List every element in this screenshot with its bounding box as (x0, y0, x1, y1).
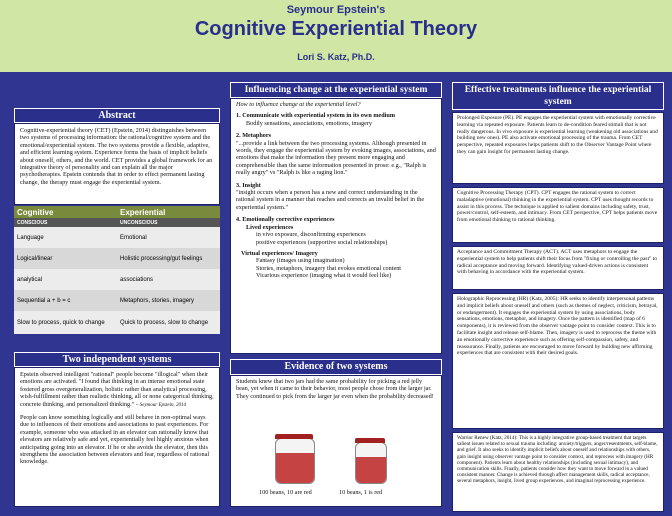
abstract-text: Cognitive-experiential theory (CET) (Epstein, 2014) distinguishes between two systems of processing information: the rational/cognitive system and the emotional/experiential system. The two systems provide a flexible, adaptive, and efficient learning system. Experience forms the basis of implicit beliefs about oneself, others, and the world. CET provides a global framework for an integrative theory of personality and can explain all the major psychotherapies. Epstein contends that in order to effect permanent lasting change, the therapy must engage the experiential system. (20, 127, 213, 186)
comparison-cell: Language (17, 234, 44, 241)
treatment-act-box (452, 246, 664, 290)
treatment-wr-text: Warrior Renew (Katz, 2014): This is a highly integrative group-based treatment that targets salient issues related to sexual trauma including: anxiety/triggers, anger/resentments, self-blame, and grief. It also seeks to identify implicit beliefs about oneself and relationships with others, gain insight using observer vantage point to consider context, and reprocess with imagery (HR component). Patients learn about healthy relationships (including sexual intimacy), and communication skills. Finally, patients consider how they want to move forward in a valued consistent manner. Change is achieved through affect management skills, radical acceptance, several metaphors, insight, lived group experiences, and imaginal reprocessing experience. (457, 435, 658, 485)
influencing-heading (230, 82, 442, 98)
comparison-head-right: Experiential (120, 207, 166, 217)
comparison-cell: Sequential a + b = c (17, 297, 71, 304)
comparison-cell: associations (120, 276, 154, 283)
influencing-step2-title: 2. Metaphors (236, 132, 272, 140)
treatment-pe-text: Prolonged Exposure (PE). PE engages the experiential system with emotionally corrective learning via repeated exposure. Patients learn to de-condition feared stimuli that is not really dangerous. In vivo exposure is experiential learning (weakening old associations and building new ones). PE also activate emotional processing of the trauma. From CET perspective, repeated exposures helps patients shift to the Observer Vantage Point where they can gain insight for permanent lasting change. (457, 115, 658, 155)
comparison-cell: Holistic processing/gut feelings (120, 255, 203, 262)
influencing-virtual-title: Virtual experiences/ Imagery (241, 249, 318, 257)
comparison-cell: Logical/linear (17, 255, 53, 262)
poster-subtitle: Seymour Epstein's (286, 4, 386, 16)
small-jar-image (355, 442, 387, 484)
jar2-caption: 10 beans, 1 is red (339, 489, 383, 496)
two-systems-heading (14, 352, 220, 367)
influencing-lived-title: Lived experiences (246, 223, 294, 231)
comparison-sub-left: CONSCIOUS (17, 219, 48, 226)
influencing-step3-body: "insight occurs when a person has a new and correct understanding in the rational system in a manner that reaches and corrects an invalid belief in the experiential system." (236, 189, 425, 211)
poster-author: Lori S. Katz, Ph.D. (297, 52, 375, 62)
influencing-virtual-d: Stories, metaphors, imagery that evokes emotional content (256, 264, 402, 272)
comparison-row (14, 290, 220, 311)
treatment-hr-box (452, 293, 664, 429)
treatment-cpt-text: Cognitive Processing Therapy (CPT). CPT engages the rational system to correct maladaptive (emotional) thinking in the experiential system. CPT uses thought records to assist in this process. The technique is applied to salient domains including safety, trust, power/control, self-esteem, and intimacy. From CET perspective, CPT helps patients move from emotional thinking to rational thinking. (457, 190, 658, 224)
influencing-step2-body: "...provide a link between the two processing systems. Although presented in words, they engage the experiential system by evoking images, associations, and emotions that make the information they present more engaging and comprehensible than the same information presented in prose: e.g., "Ralph is really angry" vs "Ralph is like a raging lion." (236, 139, 436, 177)
comparison-table (14, 206, 220, 334)
comparison-row (14, 311, 220, 334)
treatment-hr-text: Holographic Reprocessing (HR) (Katz, 2005): HR seeks to identify interpersonal patterns and implicit beliefs about oneself and others (such as themes of neglect, criticism, betrayal, or endangerment). It engages the experiential system by using associations, body sensations, emotions, metaphor, and imagery. Once the pattern is identified (map of 6 components), it is reviewed from the observer vantage point to consider context. This is to facilitate insight and release self-blame. Then, imagery is used to reprocess the theme with an emotionally corrective experience such as offering self-compassion, safety, and reassurance. Finally, patients are encouraged to move forward by building new affirming experiences that are consistent with their desired goals. (457, 296, 658, 357)
treatment-act-text: Acceptance and Commitment Therapy (ACT). ACT uses metaphors to engage the experiential system to help patients shift their focus from "fixing or controlling the past" to radical acceptance and moving forward. Identifying valued-driven actions is consistent with behaving in accordance with the experiential system. (457, 249, 658, 276)
poster-header (0, 0, 672, 72)
influencing-step4-title: 4. Emotionally corrective experiences (236, 216, 335, 224)
influencing-heading-text: Influencing change at the experiential system (244, 85, 428, 95)
evidence-heading (230, 359, 442, 375)
influencing-box (230, 98, 442, 354)
treatments-heading (452, 82, 664, 110)
treatment-pe-box (452, 112, 664, 184)
abstract-box (14, 123, 220, 205)
comparison-row (14, 227, 220, 248)
abstract-heading (14, 108, 220, 123)
comparison-cell: analytical (17, 276, 43, 283)
large-jar-image (275, 438, 315, 484)
poster-title: Cognitive Experiential Theory (194, 18, 478, 40)
influencing-virtual-c: Fantasy (images using imagination) (256, 257, 345, 265)
two-systems-cite: ~ Seymour Epstein, 2014 (135, 402, 186, 408)
treatment-wr-box (452, 432, 664, 512)
influencing-question: How to influence change at the experiential level? (236, 101, 361, 108)
two-systems-p2: People can know something logically and still behave in non-optimal ways due to influences of their emotions and associations to past experiences. For example, someone who was attacked in an elevator can rationally know that elevators are relatively safe and yet, experientially feel highly anxious when anticipating going into an elevator. If he or she avoids the elevator, then this strengthens the association between elevators and fear, regardless of rational knowledge. (20, 414, 210, 466)
comparison-row (14, 269, 220, 290)
comparison-cell: Slow to process, quick to change (17, 319, 105, 326)
influencing-lived-b: positive experiences (supportive social relationships) (256, 238, 388, 246)
comparison-row (14, 248, 220, 269)
abstract-heading-text: Abstract (98, 110, 136, 121)
influencing-step1-title: 1. Communicate with experiential system in its own medium (236, 112, 395, 120)
comparison-cell: Emotional (120, 234, 147, 241)
evidence-text: Students knew that two jars had the same probability for picking a red jelly bean, yet when it came to their behavior, most people chose from the larger jar. They continued to pick from the larger jar even when the probability decreased! (236, 378, 434, 400)
two-systems-box (14, 367, 220, 507)
treatment-cpt-box (452, 187, 664, 243)
treatments-heading-text: Effective treatments influence the experiential system (464, 85, 652, 107)
comparison-sub-right: UNCONSCIOUS (120, 219, 158, 226)
comparison-cell: Metaphors, stories, imagery (120, 297, 195, 304)
two-systems-heading-text: Two independent systems (62, 354, 172, 365)
influencing-lived-a: in vivo exposure, disconfirming experiences (256, 231, 366, 239)
comparison-cell: Quick to process, slow to change (120, 319, 209, 326)
evidence-box (230, 375, 442, 507)
jar1-caption: 100 beans, 10 are red (259, 489, 312, 496)
influencing-step1-body: Bodily sensations, associations, emotions, imagery (246, 119, 372, 127)
influencing-step3-title: 3. Insight (236, 181, 261, 189)
comparison-head-left: Cognitive (17, 207, 54, 217)
evidence-heading-text: Evidence of two systems (284, 361, 388, 372)
two-systems-quote: Epstein observed intelligent "rational" people become "illogical" when their emotions are activated. "I found that thinking in an intense emotional state fostered gross overgeneralization, holistic rather than analytical processing, wish-fulfillment rather than realistic thinking, all or none categorical thinking, concrete thinking, and personalized thinking." (20, 371, 214, 408)
influencing-virtual-e: Vicarious experience (imaging what it would feel like) (256, 272, 392, 280)
two-systems-p1 (20, 371, 214, 409)
